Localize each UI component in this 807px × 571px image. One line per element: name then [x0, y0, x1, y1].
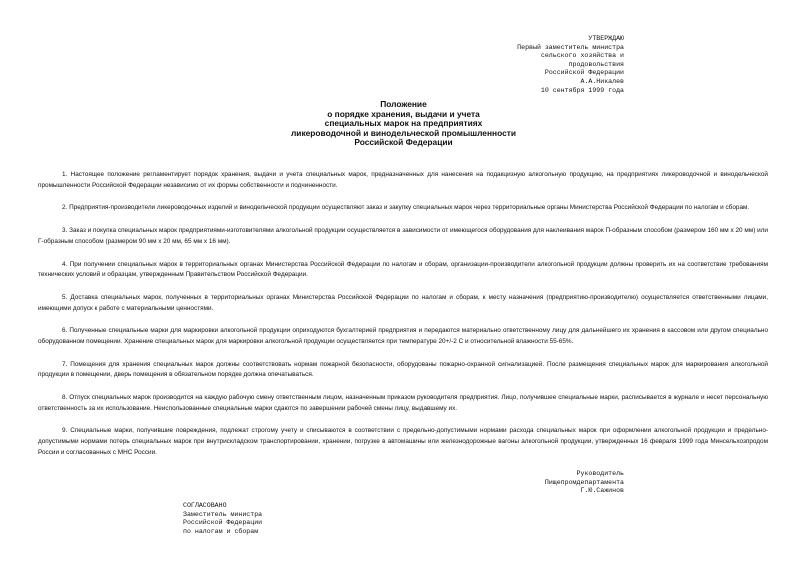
title-line: Российской Федерации — [354, 137, 453, 148]
agreed-line: по налогам и сборам — [183, 527, 259, 535]
title-line: Положение — [380, 99, 427, 109]
signature-title: Руководитель — [576, 470, 624, 477]
paragraph-3: 3. Заказ и покупка специальных марок предприятиями-изготовителями алкогольной продукции осуществляется в зависимости от имеющегося оборудования для наклеивания марок П-образным способом (размером 160 мм х 20 мм) или Г-образным способом (размером 90 мм х 20 мм, 65 мм х 16 мм). — [38, 227, 768, 245]
agreed-block — [183, 502, 262, 536]
document-body — [38, 170, 768, 470]
agreed-line: Российской Федерации — [183, 519, 263, 527]
agreed-heading: СОГЛАСОВАНО — [183, 502, 227, 509]
approval-line: сельского хозяйства и — [540, 52, 624, 60]
paragraph-4: 4. При получении специальных марок в территориальных органах Министерства Российской Федерации по налогам и сборам, организации-производители алкогольной продукции должны проверить их на соответствие требованиям технических условий и образцам, утвержденным Правительством Российской Федерации. — [38, 260, 768, 279]
title-line: о порядке хранения, выдачи и учета — [327, 108, 480, 119]
signature-name: Г.Ю.Сажинов — [580, 487, 624, 495]
approval-line: Российской Федерации — [544, 69, 624, 77]
approval-line: продовольствия — [568, 60, 624, 68]
approval-signatory: А.А.Никалев — [580, 77, 624, 85]
approval-block — [517, 35, 624, 95]
paragraph-7: 7. Помещения для хранения специальных марок должны соответствовать нормам пожарной безопасности, оборудованы пожарно-охранной сигнализацией. После размещения специальных марок для маркирования алкогольной продукции в помещении, дверь помещения в обязательном порядке должна опечатываться. — [38, 360, 768, 379]
title-line: ликероводочной и винодельческой промышленности — [290, 127, 516, 138]
signature-block — [545, 470, 624, 496]
paragraph-8: 8. Отпуск специальных марок производится на каждую рабочую смену ответственным лицом, назначенным приказом руководителя предприятия. Лицо, получившее специальные марки, расписывается в журнале и несет персональную ответственность за их использование. Неиспользованные специальные марки сдаются по завершении рабочей смены лицу, выдавшему их. — [38, 394, 768, 412]
paragraph-9: 9. Специальные марки, получившие повреждения, подлежат строгому учету и списываются в соответствии с предельно-допустимыми нормами расхода специальных марок при оформлении алкогольной продукции и предельно-допустимыми нормами потерь специальных марок при внутрискладском транспортировании, хранении, погрузке в автомашины или железнодорожные вагоны алкогольной продукции, утвержденных 16 февраля 1999 года Минсельхозпродом России и согласованных с МНС России. — [38, 427, 768, 456]
signature-department: Пищепромдепартамента — [544, 478, 624, 486]
document-title — [0, 100, 807, 148]
approval-date: 10 сентября 1999 года — [540, 86, 624, 94]
approval-line: Первый заместитель министра — [517, 43, 624, 51]
paragraph-2: 2. Предприятия-производители ликероводочных изделий и винодельческой продукции осуществляют заказ и закупку специальных марок через территориальные органы Министерства Российской Федерации по налогам и сборам. — [62, 204, 750, 212]
approval-heading: УТВЕРЖДАЮ — [588, 35, 624, 42]
paragraph-5: 5. Доставка специальных марок, полученных в территориальных органах Министерства Российской Федерации по налогам и сборам, к месту назначения (предприятию-производителю) осуществляется ответственными лицами, имеющими допуск к работе с материальными ценностями. — [38, 293, 768, 312]
title-line: специальных марок на предприятиях — [324, 118, 483, 129]
agreed-line: Заместитель министра — [183, 510, 263, 518]
paragraph-1: 1. Настоящее положение регламентирует порядок хранения, выдачи и учета специальных марок, предназначенных для нанесения на подакцизную алкогольную продукцию, на предприятиях ликероводочной и винодельческой промышленности Российской Федерации независимо от их формы собственности и подчиненности. — [38, 171, 768, 189]
paragraph-6: 6. Полученные специальные марки для маркировки алкогольной продукции оприходуются бухгалтерией предприятия и передаются материально ответственному лицу для дальнейшего их хранения в кассовом или другом специально оборудованном помещении. Хранение специальных марок для маркировки алкогольной продукции осуществляется при температуре 20+/-2 С и относительной влажности 55-65%. — [38, 327, 768, 345]
